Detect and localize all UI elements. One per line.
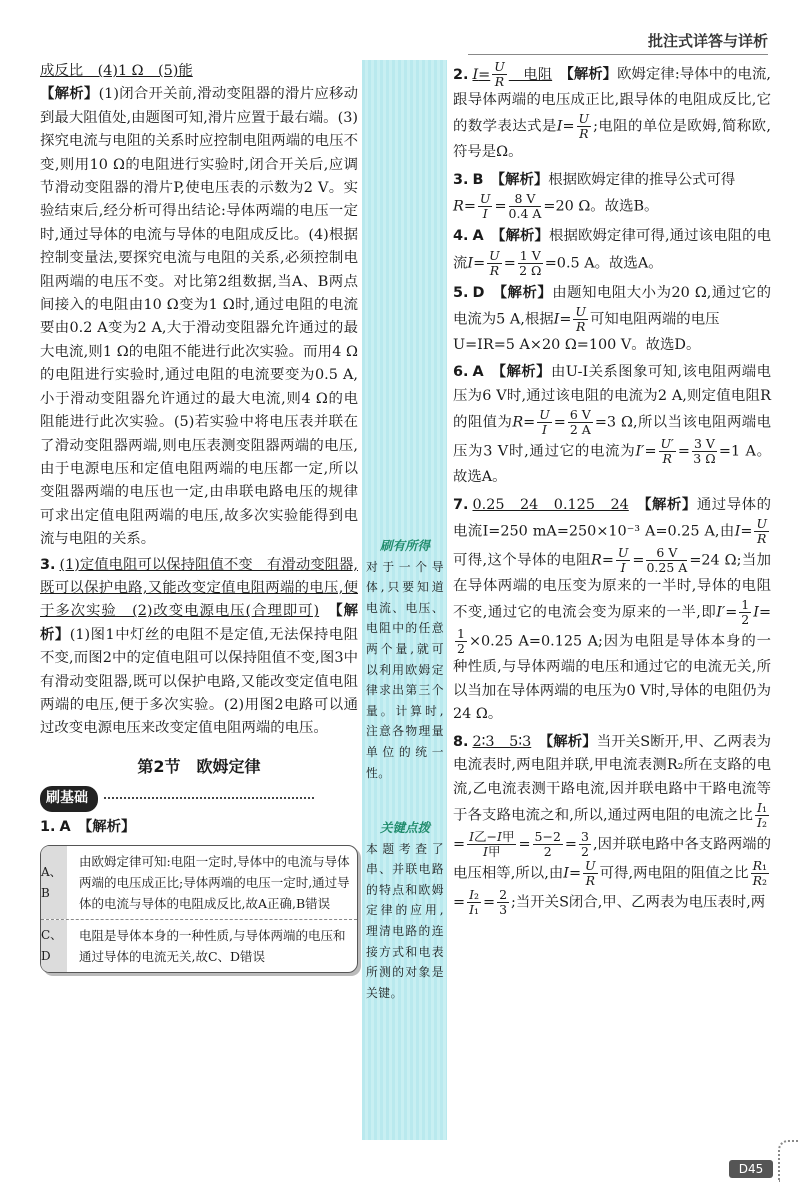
question-6: 6. A 【解析】由U-I关系图象可知,该电阻两端电压为6 V时,通过该电阻的电流为2 A,则定值电阻R的阻值为R= $\frac{U}{I}$ = $\frac{6 V}{2 A}$ =3 Ω,所以当该电阻两端电压为3 V时,通过它的电流为I′= $\frac{U'}{R}$ = $\frac{3 V}{3 \Omega}$ =1 A。故选A。 (453, 364, 771, 486)
option-text: 电阻是导体本身的一种性质,与导体两端的电压和通过导体的电流无关,故C、D错误 (79, 928, 346, 964)
analysis-box-row (41, 920, 357, 972)
option-tag: A、B (41, 846, 67, 919)
side-note-key-point (366, 818, 444, 1003)
practice-badge: 刷基础 (40, 786, 98, 811)
side-note-gain (366, 536, 444, 783)
corner-decoration (778, 1140, 798, 1182)
header-title: 批注式详答与详析 (647, 32, 768, 50)
section-badge-row (40, 786, 358, 811)
dotted-rule (104, 797, 314, 799)
side-note-title: 关键点拨 (379, 820, 430, 835)
left-column (40, 60, 358, 973)
answer-line: 成反比 (4)1 Ω (5)能 (40, 63, 193, 79)
option-text: 由欧姆定律可知:电阻一定时,导体中的电流与导体两端的电压成正比;导体两端的电压一定时,通过导体的电流与导体的电阻成反比,故A正确,B错误 (79, 854, 350, 911)
right-column (453, 60, 771, 917)
page-number: D45 (729, 1160, 773, 1178)
q2-answer: I= $\frac{U}{R}$ 电阻 (472, 59, 553, 89)
question-8: 8. 2∶3 5∶3 【解析】当开关S断开,甲、乙两表为电流表时,两电阻并联,甲电流表测R₂所在支路的电流,乙电流表测干路电流,因并联电路中干路电流等于各支路电流之和,所以,通过两电阻的电流之比 $\frac{\text{I₁}}{\text{I₂}}$ = $\frac{\text{I乙−I甲}}{\text{I甲}}$ = $\frac{5-2}{2}$ = $\frac{3}{2}$ ,因并联电路中各支路两端的电压相等,所以,由I= $\frac{U}{R}$ 可得,两电阻的阻值之比 $\frac{\text{R₁}}{\text{R₂}}$ = $\frac{\text{I₂}}{\text{I₁}}$ = $\frac{2}{3}$ ;当开关S闭合,甲、乙两表为电压表时,两 (453, 733, 771, 917)
question-5: 5. D 【解析】由题知电阻大小为20 Ω,通过它的电流为5 A,根据I= $\frac{U}{R}$ 可知电阻两端的电压 U=IR=5 A×20 Ω=100 V。故选D。 (453, 284, 771, 354)
header-rule (468, 54, 768, 55)
question-3-right: 3. B 【解析】根据欧姆定律的推导公式可得 R= $\frac{U}{I}$ = $\frac{8 V}{0.4 A}$ =20 Ω。故选B。 (453, 171, 736, 222)
analysis-box (40, 845, 358, 973)
side-note-text: 本题考查了串、并联电路的特点和欧姆定律的应用,理清电路的连接方式和电表所测的对象是关键。 (366, 841, 444, 1000)
question-1: 1. A 【解析】 (40, 818, 136, 835)
side-note-text: 对于一个导体,只要知道电流、电压、电阻中的任意两个量,就可以利用欧姆定律求出第三个量。计算时,注意各物理量单位的统一性。 (366, 559, 444, 780)
section-title: 第2节 欧姆定律 (137, 756, 261, 776)
question-4: 4. A 【解析】根据欧姆定律可得,通过该电阻的电流I= $\frac{U}{R}$ = $\frac{1 V}{2 \Omega}$ =0.5 A。故选A。 (453, 228, 771, 278)
question-7: 7. 0.25 24 0.125 24 【解析】通过导体的电流I=250 mA=250×10⁻³ A=0.25 A,由I= $\frac{U}{R}$ 可得,这个导体的电阻R= $\frac{U}{I}$ = $\frac{6 V}{0.25 A}$ =24 Ω;当加在导体两端的电压变为原来的一半时,导体的电阻不变,通过它的电流会变为原来的一半,即I′= $\frac{1}{2}$ I= $\frac{1}{2}$ ×0.25 A=0.125 A;因为电阻是导体本身的一种性质,与导体两端的电压和通过它的电流无关,所以当加在导体两端的电压为0 V时,导体的电阻仍为24 Ω。 (453, 496, 771, 723)
option-tag: C、D (41, 920, 67, 972)
question-3: 3. (1)定值电阻可以保持阻值不变 有滑动变阻器,既可以保护电路,又能改变定值电阻两端的电压,便于多次实验 (2)改变电源电压(合理即可) 【解析】(1)图1中灯丝的电阻不是定值,无法保持电阻不变,而图2中的定值电阻可以保持阻值不变,图3中有滑动变阻器,既可以保护电路,又能改变定值电阻两端的电压,便于多次实验。(2)用图2电路可以通过改变电源电压来改变定值电阻两端的电压。 (40, 556, 358, 737)
side-note-title: 刷有所得 (379, 538, 430, 553)
analysis-paragraph: 【解析】(1)闭合开关前,滑动变阻器的滑片应移动到最大阻值处,由题图可知,滑片应置于最右端。(3)探究电流与电阻的关系时应控制电阻两端的电压不变,则用10 Ω的电阻进行实验时,闭合开关后,应调节滑动变阻器的滑片P,使电压表的示数为2 V。实验结束后,经分析可得出结论:导体两端的电压一定时,通过导体的电流与导体的电阻成反比。(4)根据控制变量法,要探究电流与电阻的关系,必须控制电阻两端的电压不变。对比第2组数据,当A、B两点间接入的电阻由10 Ω变为1 Ω时,通过电阻的电流要由0.2 A变为2 A,大于滑动变阻器允许通过的最大电流,则1 Ω的电阻不能进行此次实验。而用4 Ω的电阻进行实验时,通过电阻的电流要变为0.5 A,小于滑动变阻器允许通过的最大电流,则4 Ω的电阻能进行此次实验。(5)若实验中将电压表并联在了滑动变阻器两端,则电压表测变阻器两端的电压,由于电源电压和定值电阻两端的电压都一定,所以变阻器两端的电压也一定,由串联电路电压的规律可求出定值电阻两端的电压,故多次实验能得到电流与电阻的关系。 (40, 86, 358, 548)
analysis-box-row (41, 846, 357, 920)
question-2: 2. I= $\frac{U}{R}$ 电阻 【解析】欧姆定律:导体中的电流,跟导体两端的电压成正比,跟导体的电阻成反比,它的数学表达式是I= $\frac{U}{R}$ ;电阻的单位是欧姆,简称欧,符号是Ω。 (453, 59, 771, 161)
